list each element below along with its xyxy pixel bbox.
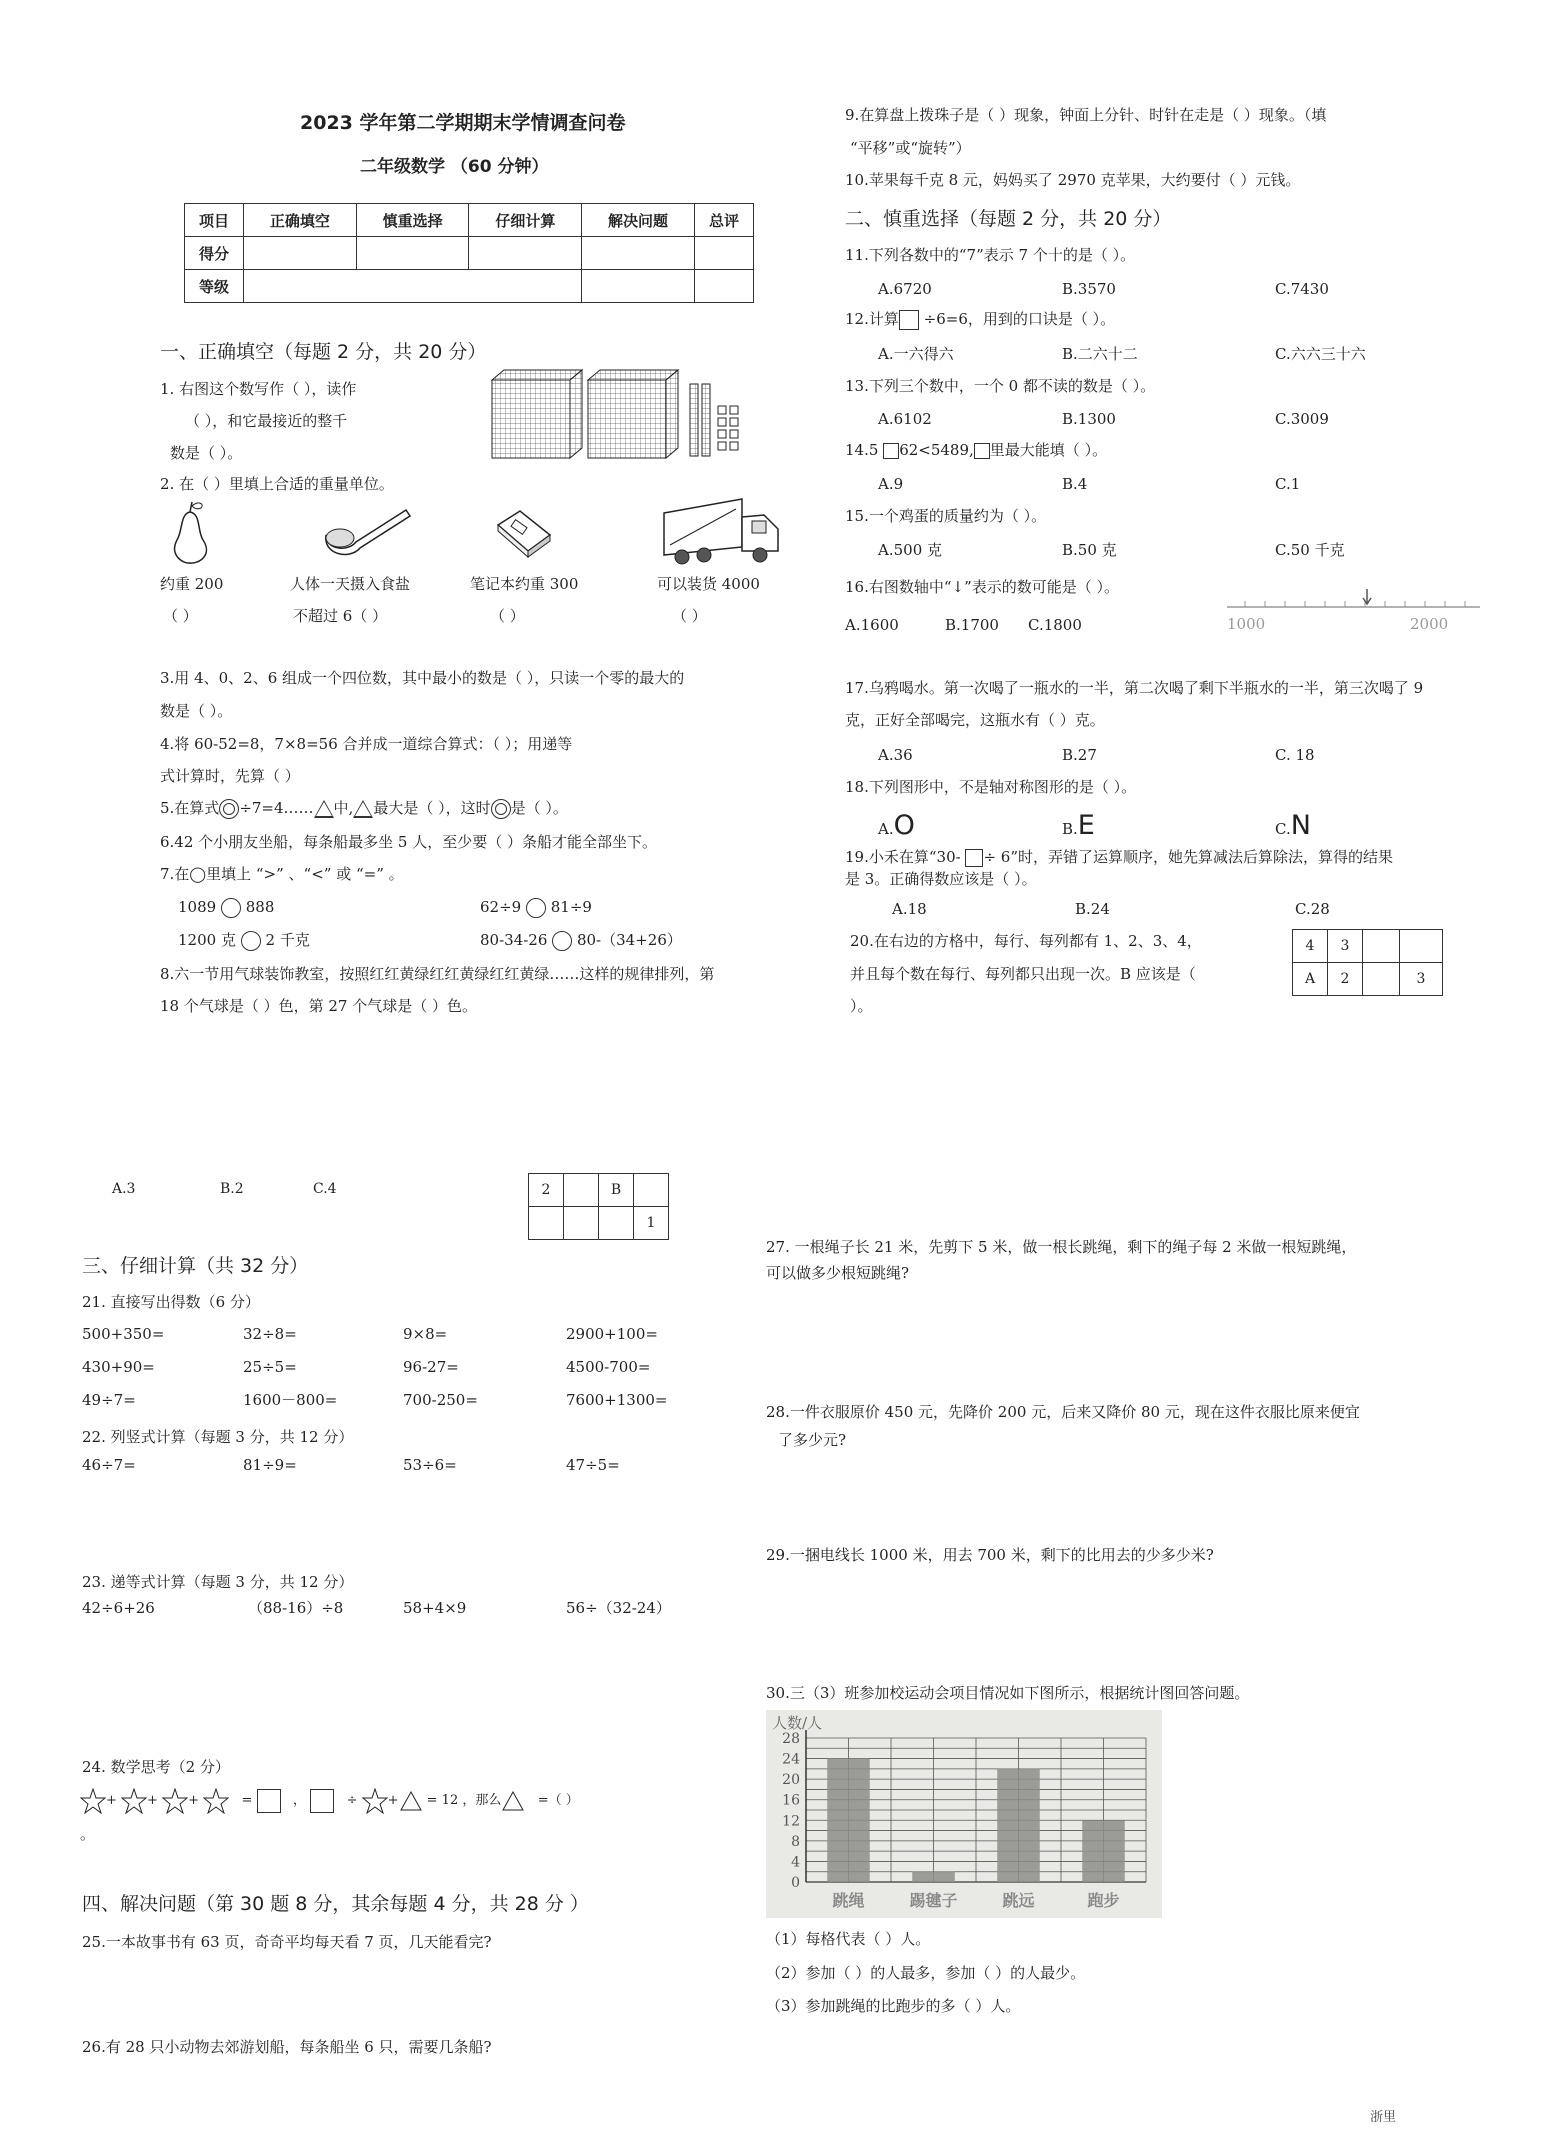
latin-square-grid-2: [528, 1173, 669, 1240]
thousand-cube-2: [588, 370, 678, 458]
q17-option-a[interactable]: A.36: [878, 746, 913, 764]
grid-cell: [1363, 930, 1400, 963]
q27-line2: 可以做多少根短跳绳?: [766, 1264, 910, 1282]
q2-item2-b: 不超过 6（ ）: [293, 607, 388, 625]
grade-cell[interactable]: [582, 270, 695, 303]
q23-item-2: （88-16）÷8: [248, 1599, 344, 1617]
q20-option-b[interactable]: B.2: [220, 1181, 244, 1197]
blank-square: [883, 443, 899, 459]
grade-cell[interactable]: [694, 270, 753, 303]
q16-option-b[interactable]: B.1700: [945, 616, 999, 634]
q1-line3: 数是（ ）。: [170, 444, 243, 462]
q19-option-a[interactable]: A.18: [892, 900, 927, 918]
q16-text: 16.右图数轴中“↓”表示的数可能是（ ）。: [845, 578, 1120, 596]
q2-text: 2. 在（ ）里填上合适的重量单位。: [160, 475, 394, 493]
q5-text-e: 是（ ）。: [510, 799, 568, 817]
q22-item-2: 81÷9=: [243, 1456, 297, 1474]
q1-line2: （ ），和它最接近的整千: [185, 412, 348, 430]
q2-item4-a: 可以装货 4000: [657, 575, 760, 593]
q2-item4-b: （ ）: [672, 607, 707, 625]
thousand-cube-1: [492, 370, 582, 458]
chart-xtick-label: 跑步: [1087, 1891, 1120, 1910]
q24-op: =: [241, 1793, 253, 1808]
section1-title: 一、正确填空（每题 2 分，共 20 分）: [160, 341, 487, 363]
blank-square: [899, 310, 919, 330]
q20-option-a[interactable]: A.3: [112, 1181, 136, 1197]
q7-r2a: 1200 克: [178, 931, 236, 949]
q14-option-b[interactable]: B.4: [1062, 475, 1088, 493]
score-cell[interactable]: [469, 237, 582, 270]
q7-row1-right: [480, 897, 592, 918]
q7-r1b: 888: [245, 898, 275, 916]
score-th: 仔细计算: [469, 204, 582, 237]
q19-option-b[interactable]: B.24: [1075, 900, 1110, 918]
grade-cell[interactable]: [244, 270, 582, 303]
q24-equation: [80, 1786, 579, 1816]
triangle-icon: [399, 1790, 423, 1812]
q7-r2c: 80-34-26: [480, 931, 548, 949]
q30-sub3: （3）参加跳绳的比跑步的多（ ）人。: [766, 1997, 1021, 2015]
grid-cell: 1: [634, 1207, 669, 1240]
score-table: [184, 203, 754, 303]
blank-square: [965, 849, 983, 867]
letter-o: O: [893, 810, 915, 841]
q17-line2: 克，正好全部喝完，这瓶水有（ ）克。: [845, 711, 1105, 729]
chart-ytick-label: 16: [782, 1792, 800, 1809]
q9-line1: 9.在算盘上拨珠子是（ ）现象，钟面上分针、时针在走是（ ）现象。（填: [845, 106, 1327, 124]
axis-label-left: 1000: [1227, 615, 1266, 633]
score-cell[interactable]: [356, 237, 469, 270]
q30-text: 30.三（3）班参加校运动会项目情况如下图所示，根据统计图回答问题。: [766, 1684, 1250, 1702]
q15-option-a[interactable]: A.500 克: [878, 541, 942, 559]
q20-line3: ）。: [850, 997, 873, 1015]
score-cell[interactable]: [694, 237, 753, 270]
exam-subtitle: 二年级数学 （60 分钟）: [360, 157, 549, 177]
star-icon: [162, 1788, 188, 1814]
q21-r1-4: 2900+100=: [566, 1325, 658, 1343]
q22-item-4: 47÷5=: [566, 1456, 620, 1474]
star-icon: [80, 1788, 106, 1814]
chart-ytick-label: 28: [782, 1731, 800, 1747]
q11-option-b[interactable]: B.3570: [1062, 280, 1116, 298]
q12-text: [845, 309, 1115, 330]
q18-label-c: C.: [1275, 820, 1291, 838]
ten-rod: [690, 384, 698, 456]
q8-line1: 8.六一节用气球装饰教室，按照红红黄绿红红黄绿红红黄绿……这样的规律排列，第: [160, 965, 715, 983]
letter-n: N: [1290, 810, 1311, 841]
grid-cell: 3: [1400, 963, 1443, 996]
q2-item1-b: （ ）: [163, 607, 198, 625]
star-icon: [362, 1788, 388, 1814]
double-circle-icon: [491, 799, 511, 819]
star-icon: [203, 1788, 229, 1814]
chart-xtick-label: 踢毽子: [909, 1891, 958, 1910]
q5-line: [160, 798, 568, 819]
q2-item3-b: （ ）: [490, 607, 525, 625]
grid-cell: [1400, 930, 1443, 963]
grid-cell: [634, 1174, 669, 1207]
q24-op: +: [188, 1793, 199, 1808]
q7-r2b: 2 千克: [265, 931, 310, 949]
triangle-icon: [501, 1790, 525, 1812]
q17-option-b[interactable]: B.27: [1062, 746, 1097, 764]
chart-ytick-label: 12: [782, 1813, 800, 1830]
section2-title: 二、慎重选择（每题 2 分，共 20 分）: [845, 208, 1172, 230]
q5-text-c: 中,: [333, 799, 354, 817]
q24-op: =（ ）: [537, 1793, 579, 1808]
q22-text: 22. 列竖式计算（每题 3 分，共 12 分）: [82, 1428, 354, 1446]
q30-sub1: （1）每格代表（ ）人。: [766, 1930, 931, 1948]
score-th: 正确填空: [244, 204, 357, 237]
q21-text: 21. 直接写出得数（6 分）: [82, 1293, 260, 1311]
q2-item1-a: 约重 200: [160, 575, 224, 593]
q15-option-b[interactable]: B.50 克: [1062, 541, 1117, 559]
q4-line1: 4.将 60-52=8，7×8=56 合并成一道综合算式：（ ）；用递等: [160, 735, 573, 753]
q24-op: +: [147, 1793, 158, 1808]
q20-option-c[interactable]: C.4: [313, 1181, 337, 1197]
section4-title: 四、解决问题（第 30 题 8 分，其余每题 4 分，共 28 分 ）: [82, 1893, 589, 1915]
chart-bar: [1082, 1820, 1125, 1882]
q19-a: 19.小禾在算“30-: [845, 848, 961, 866]
q23-item-3: 58+4×9: [403, 1599, 467, 1617]
q24-op: +: [106, 1793, 117, 1808]
q29-text: 29.一捆电线长 1000 米，用去 700 米，剩下的比用去的少多少米?: [766, 1546, 1214, 1564]
grid-cell: [599, 1207, 634, 1240]
compare-circle[interactable]: [221, 898, 241, 918]
q24-end: 。: [80, 1825, 96, 1843]
q23-text: 23. 递等式计算（每题 3 分，共 12 分）: [82, 1573, 354, 1591]
q19-b: ÷ 6”时，弄错了运算顺序，她先算减法后算除法，算得的结果: [983, 848, 1394, 866]
q14-text: [845, 440, 1107, 460]
q18-option-c[interactable]: [1275, 810, 1311, 841]
q13-option-c[interactable]: C.3009: [1275, 410, 1329, 428]
chart-ylabel: 人数/人: [772, 1714, 823, 1732]
q22-item-1: 46÷7=: [82, 1456, 136, 1474]
grid-cell: [564, 1207, 599, 1240]
number-line: [1225, 585, 1485, 635]
ten-rod: [702, 384, 710, 456]
q17-option-c[interactable]: C. 18: [1275, 746, 1315, 764]
q26-text: 26.有 28 只小动物去郊游划船，每条船坐 6 只，需要几条船?: [82, 2038, 492, 2056]
chart-ytick-label: 24: [782, 1751, 800, 1768]
latin-square-grid-1: [1292, 929, 1443, 996]
grid-cell: B: [599, 1174, 634, 1207]
q21-r1-2: 32÷8=: [243, 1325, 297, 1343]
q24-op: = 12 ，那么: [426, 1793, 502, 1808]
compare-circle[interactable]: [552, 931, 572, 951]
compare-circle[interactable]: [526, 898, 546, 918]
q5-text-a: 5.在算式: [160, 799, 220, 817]
q12-b: ÷6=6，用到的口诀是（ ）。: [923, 310, 1116, 328]
chart-xtick-label: 跳绳: [832, 1891, 865, 1910]
notebook-icon: [490, 505, 560, 565]
q16-option-c[interactable]: C.1800: [1028, 616, 1082, 634]
q13-text: 13.下列三个数中，一个 0 都不读的数是（ ）。: [845, 377, 1156, 395]
q14-option-a[interactable]: A.9: [878, 475, 904, 493]
double-circle-icon: [219, 799, 239, 819]
q12-option-a[interactable]: A.一六得六: [878, 345, 954, 363]
chart-ytick-label: 8: [791, 1833, 800, 1850]
score-row-label: 得分: [185, 237, 244, 270]
score-th: 慎重选择: [356, 204, 469, 237]
q15-text: 15.一个鸡蛋的质量约为（ ）。: [845, 507, 1047, 525]
blank-square: [974, 443, 990, 459]
square-icon: [310, 1789, 334, 1813]
q12-option-b[interactable]: B.二六十二: [1062, 345, 1138, 363]
grid-cell: 2: [1328, 963, 1363, 996]
q11-option-a[interactable]: A.6720: [878, 280, 932, 298]
q3-line1: 3.用 4、0、2、6 组成一个四位数，其中最小的数是（ ），只读一个零的最大的: [160, 669, 685, 687]
q5-text-d: 最大是（ ），这时: [373, 799, 491, 817]
q10-text: 10.苹果每千克 8 元，妈妈买了 2970 克苹果，大约要付（ ）元钱。: [845, 171, 1301, 189]
chart-bar: [997, 1769, 1040, 1882]
q21-r3-2: 1600－800=: [243, 1391, 338, 1409]
section3-title: 三、仔细计算（共 32 分）: [82, 1255, 309, 1277]
q19-option-c[interactable]: C.28: [1295, 900, 1330, 918]
q19-line2: 是 3。正确得数应该是（ ）。: [845, 870, 1037, 888]
q9-line2: “平移”或“旋转”）: [850, 139, 971, 157]
grid-cell: 4: [1293, 930, 1328, 963]
q17-line1: 17.乌鸦喝水。第一次喝了一瓶水的一半，第二次喝了剩下半瓶水的一半，第三次喝了 9: [845, 679, 1424, 697]
q15-option-c[interactable]: C.50 千克: [1275, 541, 1345, 559]
q24-op: +: [387, 1793, 399, 1808]
q1-line1: 1. 右图这个数写作（ ），读作: [160, 380, 357, 398]
q30-sub2: （2）参加（ ）的人最多，参加（ ）的人最少。: [766, 1964, 1086, 1982]
q3-line2: 数是（ ）。: [160, 702, 233, 720]
truck-icon: [660, 495, 785, 567]
chart-background: [766, 1710, 1162, 1918]
q21-r1-1: 500+350=: [82, 1325, 165, 1343]
q11-text: 11.下列各数中的“7”表示 7 个十的是（ ）。: [845, 246, 1136, 264]
q20-line1: 20.在右边的方格中，每行、每列都有 1、2、3、4，: [850, 932, 1202, 950]
grid-cell: [1363, 963, 1400, 996]
q7-row1-left: [178, 897, 274, 918]
q16-option-a[interactable]: A.1600: [845, 616, 899, 634]
q7-r1d: 81÷9: [550, 898, 592, 916]
score-th: 项目: [185, 204, 244, 237]
q28-line1: 28.一件衣服原价 450 元，先降价 200 元，后来又降价 80 元，现在这件衣服比原来便宜: [766, 1403, 1360, 1421]
q8-line2: 18 个气球是（ ）色，第 27 个气球是（ ）色。: [160, 997, 478, 1015]
grid-cell: [529, 1207, 564, 1240]
down-arrow-icon: [1363, 589, 1371, 604]
q18-label-b: B.: [1062, 820, 1078, 838]
q21-r2-3: 96-27=: [403, 1358, 459, 1376]
exam-title: 2023 学年第二学期期末学情调查问卷: [300, 112, 626, 134]
q13-option-a[interactable]: A.6102: [878, 410, 932, 428]
triangle-icon: [314, 800, 334, 818]
q5-text-b: ÷7=4……: [239, 799, 314, 817]
base-ten-blocks-image: [490, 368, 790, 468]
q28-line2: 了多少元?: [778, 1431, 847, 1449]
q21-r2-1: 430+90=: [82, 1358, 155, 1376]
score-th: 解决问题: [582, 204, 695, 237]
letter-e: E: [1077, 810, 1095, 841]
q7-r2d: 80-（34+26）: [576, 931, 682, 949]
q18-option-a[interactable]: [878, 810, 915, 841]
q14-option-c[interactable]: C.1: [1275, 475, 1301, 493]
q13-option-b[interactable]: B.1300: [1062, 410, 1116, 428]
footer-mark: 浙里: [1370, 2110, 1397, 2125]
q18-text: 18.下列图形中，不是轴对称图形的是（ ）。: [845, 778, 1137, 796]
q21-r2-4: 4500-700=: [566, 1358, 651, 1376]
q24-op: ，: [293, 1793, 307, 1808]
q14-a: 14.5: [845, 441, 879, 459]
q12-option-c[interactable]: C.六六三十六: [1275, 345, 1366, 363]
grid-cell: [564, 1174, 599, 1207]
axis-label-right: 2000: [1410, 615, 1449, 633]
q18-label-a: A.: [878, 820, 894, 838]
q27-line1: 27. 一根绳子长 21 米，先剪下 5 米，做一根长跳绳，剩下的绳子每 2 米做一根短跳绳，: [766, 1238, 1357, 1256]
score-cell[interactable]: [244, 237, 357, 270]
q14-b: 62<5489,: [899, 441, 974, 459]
star-icon: [121, 1788, 147, 1814]
chart-ytick-label: 20: [782, 1772, 800, 1789]
q21-r1-3: 9×8=: [403, 1325, 448, 1343]
chart-ytick-label: 0: [791, 1875, 800, 1891]
q21-r3-4: 7600+1300=: [566, 1391, 668, 1409]
q19-line1: [845, 847, 1393, 867]
q20-line2: 并且每个数在每行、每列都只出现一次。B 应该是（: [850, 965, 1196, 983]
q18-option-b[interactable]: [1062, 810, 1095, 841]
q12-a: 12.计算: [845, 310, 899, 328]
pear-icon: [165, 500, 215, 565]
chart-ytick-label: 4: [791, 1854, 800, 1871]
chart-bar: [912, 1872, 955, 1882]
q24-op: ÷: [346, 1793, 358, 1808]
q14-c: 里最大能填（ ）。: [989, 441, 1108, 459]
q7-row2-right: [480, 930, 682, 951]
q7-r1c: 62÷9: [480, 898, 522, 916]
q21-r3-1: 49÷7=: [82, 1391, 136, 1409]
sports-bar-chart: [766, 1710, 1162, 1918]
chart-bar: [827, 1759, 870, 1882]
q22-item-3: 53÷6=: [403, 1456, 457, 1474]
score-th: 总评: [694, 204, 753, 237]
q2-item3-a: 笔记本约重 300: [470, 575, 579, 593]
salt-spoon-icon: [318, 500, 418, 560]
q23-item-4: 56÷（32-24）: [566, 1599, 671, 1617]
q2-item2-a: 人体一天摄入食盐: [290, 575, 411, 593]
q25-text: 25.一本故事书有 63 页，奇奇平均每天看 7 页，几天能看完?: [82, 1933, 492, 1951]
q7-r1a: 1089: [178, 898, 217, 916]
q4-line2: 式计算时，先算（ ）: [160, 767, 300, 785]
q21-r2-2: 25÷5=: [243, 1358, 297, 1376]
grid-cell: 3: [1328, 930, 1363, 963]
q21-r3-3: 700-250=: [403, 1391, 478, 1409]
square-icon: [257, 1789, 281, 1813]
grid-cell: A: [1293, 963, 1328, 996]
q11-option-c[interactable]: C.7430: [1275, 280, 1329, 298]
q23-item-1: 42÷6+26: [82, 1599, 155, 1617]
score-cell[interactable]: [582, 237, 695, 270]
q7-row2-left: [178, 930, 310, 951]
triangle-icon: [353, 800, 373, 818]
chart-xtick-label: 跳远: [1002, 1891, 1035, 1910]
q7-text: 7.在◯里填上 “>” 、“<” 或 “=” 。: [160, 865, 404, 883]
score-row-label: 等级: [185, 270, 244, 303]
grid-cell: 2: [529, 1174, 564, 1207]
q24-text: 24. 数学思考（2 分）: [82, 1758, 230, 1776]
compare-circle[interactable]: [241, 931, 261, 951]
unit-cubes: [718, 406, 738, 450]
q6-text: 6.42 个小朋友坐船，每条船最多坐 5 人，至少要（ ）条船才能全部坐下。: [160, 833, 658, 851]
